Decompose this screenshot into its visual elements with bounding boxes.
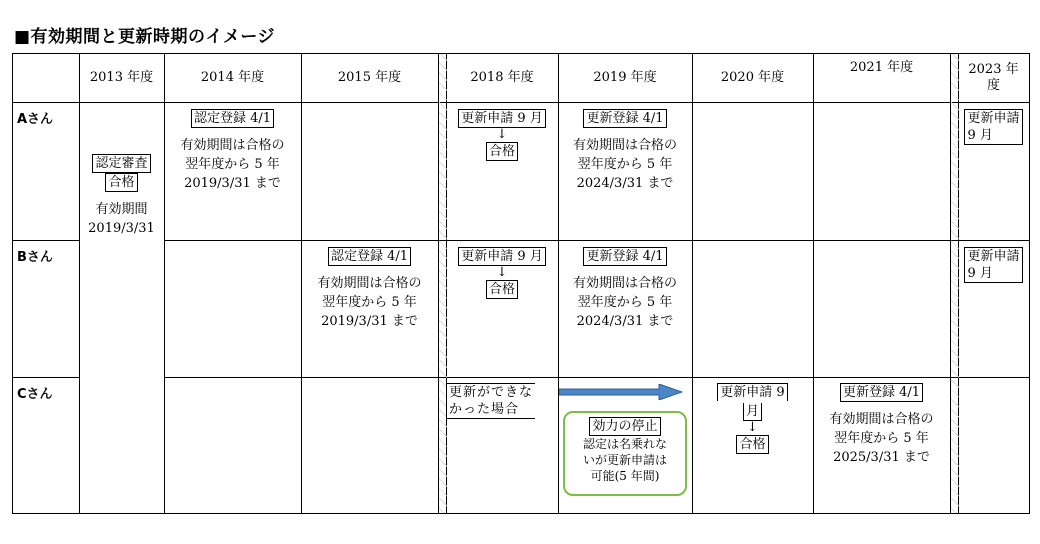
koushin-touroku-box: 更新登録 4/1 bbox=[583, 247, 666, 266]
yuko-desc-line2: 翌年度から 5 年 bbox=[185, 157, 280, 172]
yuko-desc-line1: 有効期間は合格の bbox=[572, 138, 677, 153]
goukaku-box: 合格 bbox=[486, 280, 518, 299]
goukaku-box: 合格 bbox=[736, 435, 768, 454]
month-box: 月 bbox=[743, 403, 762, 421]
cell-b-2015 bbox=[301, 247, 438, 331]
row-divider-a bbox=[13, 240, 79, 241]
koushin-touroku-box: 更新登録 4/1 bbox=[583, 109, 666, 128]
yuko-desc-line1: 有効期間は合格の bbox=[317, 276, 422, 291]
header-2019: 2019 年度 bbox=[593, 69, 657, 85]
header-2018: 2018 年度 bbox=[470, 69, 534, 85]
yuko-kikan-label: 有効期間 bbox=[95, 202, 148, 217]
cell-a-2019 bbox=[558, 109, 692, 193]
header-2021: 2021 年度 bbox=[849, 60, 914, 75]
suspension-line3: 可能(5 年間) bbox=[590, 469, 660, 483]
suspension-line2: いが更新申請は bbox=[582, 453, 667, 467]
nintei-shinsa-box: 認定審査 bbox=[92, 154, 150, 173]
goukaku-box: 合格 bbox=[105, 173, 137, 192]
down-arrow-icon: ↓ bbox=[496, 127, 508, 142]
yuko-desc-line2: 翌年度から 5 年 bbox=[834, 431, 929, 446]
suspension-line1: 認定は名乗れな bbox=[582, 437, 667, 451]
down-arrow-icon: ↓ bbox=[496, 265, 508, 280]
yuko-desc-line1: 有効期間は合格の bbox=[829, 412, 934, 427]
yuko-desc-line1: 有効期間は合格の bbox=[572, 276, 677, 291]
row-divider-b bbox=[13, 377, 79, 378]
col-divider bbox=[79, 54, 80, 513]
row-divider-b2 bbox=[164, 377, 1029, 378]
month-label: 9 月 bbox=[967, 266, 993, 281]
yuko-until: 2025/3/31 まで bbox=[833, 450, 930, 465]
cell-a-2018 bbox=[446, 109, 558, 161]
yuko-until: 2019/3/31 まで bbox=[184, 176, 281, 191]
koushin-shinsei-box: 更新申請 9 月 bbox=[458, 109, 546, 128]
header-2023 bbox=[958, 54, 1029, 102]
suspension-note bbox=[563, 411, 687, 496]
koushin-touroku-box: 更新登録 4/1 bbox=[840, 383, 923, 402]
yuko-until: 2019/3/31 まで bbox=[321, 314, 418, 329]
header-2013: 2013 年度 bbox=[89, 69, 154, 85]
header-2014: 2014 年度 bbox=[200, 69, 265, 85]
yuko-until: 2024/3/31 まで bbox=[576, 314, 674, 329]
yuko-desc-line2: 翌年度から 5 年 bbox=[577, 295, 673, 310]
cell-a-2023 bbox=[958, 109, 1029, 145]
cell-c-2021 bbox=[813, 383, 950, 467]
down-arrow-icon: ↓ bbox=[747, 420, 758, 435]
cell-b-2023 bbox=[958, 247, 1029, 283]
cell-b-2018 bbox=[446, 247, 558, 299]
header-divider bbox=[13, 102, 1029, 103]
page-title: ■有効期間と更新時期のイメージ bbox=[14, 27, 276, 47]
koushin-shinsei-box bbox=[964, 109, 1022, 145]
right-arrow-icon bbox=[559, 384, 683, 400]
header-2020: 2020 年度 bbox=[720, 69, 785, 85]
cell-c-2018 bbox=[446, 383, 558, 419]
cell-c-2020 bbox=[692, 383, 813, 454]
header-2023-line2: 度 bbox=[986, 78, 1000, 93]
header-2023-line1: 2023 年 bbox=[968, 61, 1019, 77]
yuko-desc-line1: 有効期間は合格の bbox=[180, 138, 285, 153]
row-label-b: Bさん bbox=[17, 250, 53, 265]
row-label-a: Aさん bbox=[17, 112, 54, 127]
header-2015: 2015 年度 bbox=[337, 69, 402, 85]
yuko-until: 2024/3/31 まで bbox=[576, 176, 674, 191]
yuko-desc-line2: 翌年度から 5 年 bbox=[322, 295, 417, 310]
yuko-desc-line2: 翌年度から 5 年 bbox=[577, 157, 673, 172]
cell-a-2014 bbox=[164, 109, 301, 193]
cannot-renew-box bbox=[446, 383, 535, 419]
month-label: 9 月 bbox=[967, 128, 993, 143]
c-2020-line1: 更新申請 9 bbox=[720, 385, 785, 400]
koushin-shinsei-label: 更新申請 bbox=[967, 111, 1020, 126]
nintei-touroku-box: 認定登録 4/1 bbox=[191, 109, 274, 128]
koushin-shinsei-label: 更新申請 bbox=[967, 249, 1020, 264]
cell-b-2019 bbox=[558, 247, 692, 331]
koushin-shinsei-box bbox=[964, 247, 1022, 283]
cell-2013 bbox=[79, 154, 164, 238]
timeline-table bbox=[12, 53, 1030, 514]
row-divider-a2 bbox=[164, 240, 1029, 241]
cannot-line1: 更新ができな bbox=[449, 385, 534, 400]
koushin-shinsei-box: 更新申請 9 月 bbox=[458, 247, 546, 266]
row-label-c: Cさん bbox=[17, 387, 53, 402]
goukaku-box: 合格 bbox=[486, 142, 518, 161]
nintei-touroku-box: 認定登録 4/1 bbox=[328, 247, 411, 266]
cannot-line2: かった場合 bbox=[449, 402, 520, 417]
yuko-date: 2019/3/31 bbox=[88, 221, 155, 236]
koushin-shinsei-box bbox=[717, 383, 787, 401]
suspension-title-box: 効力の停止 bbox=[589, 417, 660, 436]
